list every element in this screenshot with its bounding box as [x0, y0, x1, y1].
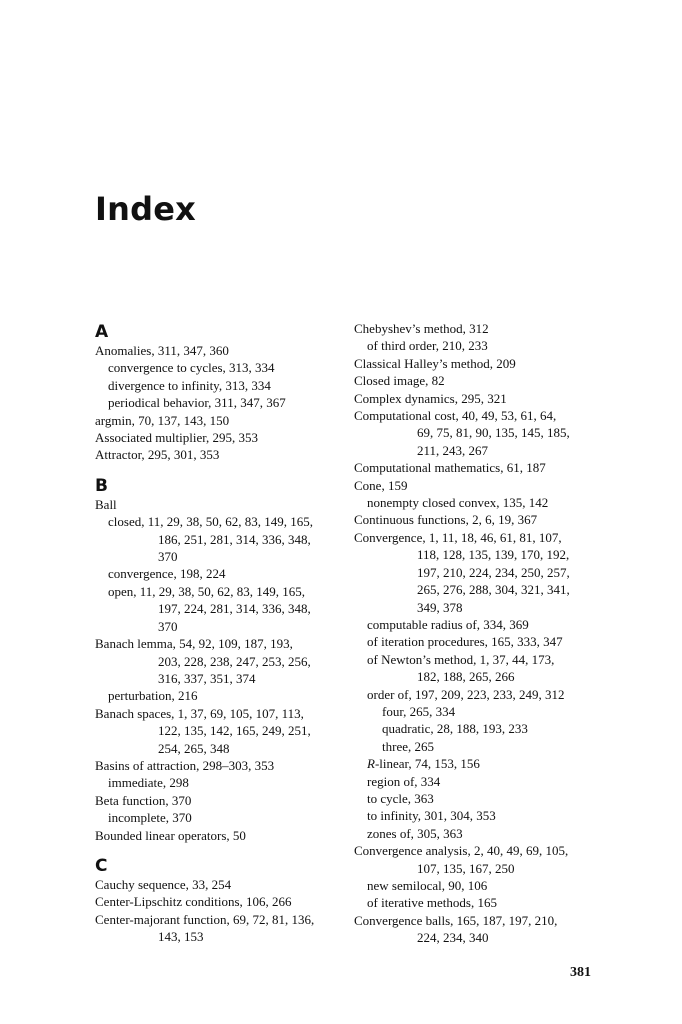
index-entry	[354, 355, 604, 372]
index-entry-text: Anomalies, 311, 347, 360	[95, 343, 229, 358]
index-entry-continuation: 197, 210, 224, 234, 250, 257,	[417, 564, 570, 580]
index-entry-text: Classical Halley’s method, 209	[354, 355, 516, 371]
index-subentry	[354, 894, 604, 911]
index-entry	[95, 792, 343, 809]
index-entry-continuation: 186, 251, 281, 314, 336, 348,	[158, 531, 311, 547]
index-entry-continuation: 254, 265, 348	[158, 740, 230, 756]
index-entry	[95, 893, 343, 910]
index-entry-continuation: 122, 135, 142, 165, 249, 251,	[158, 723, 311, 739]
page-title: Index	[95, 190, 196, 228]
index-entry	[354, 459, 604, 476]
index-subentry	[95, 565, 343, 582]
index-entry	[95, 876, 343, 893]
section-letter: C	[95, 855, 108, 876]
index-entry-text: Basins of attraction, 298–303, 353	[95, 757, 275, 773]
index-entry-text: Cone, 159	[354, 477, 408, 493]
index-subentry	[354, 773, 604, 790]
index-entry-continuation: 349, 378	[417, 599, 463, 615]
index-entry-text: Center-Lipschitz conditions, 106, 266	[95, 894, 292, 910]
index-entry-text: periodical behavior, 311, 347, 367	[108, 395, 286, 411]
index-entry-text: divergence to infinity, 313, 334	[108, 377, 271, 393]
index-entry-text: Banach lemma, 54, 92, 109, 187, 193,	[95, 636, 293, 652]
index-entry-text: Attractor, 295, 301, 353	[95, 447, 220, 463]
index-subentry	[354, 738, 604, 755]
index-subentry	[354, 825, 604, 842]
index-subentry	[354, 337, 604, 354]
index-entry-text: perturbation, 216	[108, 688, 198, 704]
index-subentry	[354, 494, 604, 511]
index-entry-text: Chebyshev’s method, 312	[354, 321, 489, 336]
index-entry	[95, 429, 343, 446]
index-entry-text: -linear, 74, 153, 156	[374, 756, 480, 772]
index-entry	[354, 529, 604, 616]
index-entry-text: order of, 197, 209, 223, 233, 249, 312	[367, 686, 565, 702]
index-entry	[95, 635, 343, 687]
index-entry-text: Bounded linear operators, 50	[95, 827, 246, 843]
index-column-left	[95, 320, 343, 946]
index-entry-text: Complex dynamics, 295, 321	[354, 390, 507, 406]
index-entry	[354, 320, 604, 337]
index-entry-text: three, 265	[382, 738, 434, 754]
index-entry-text: Associated multiplier, 295, 353	[95, 430, 259, 446]
index-subentry	[95, 359, 343, 376]
index-entry-continuation: 265, 276, 288, 304, 321, 341,	[417, 582, 570, 598]
page-number: 381	[570, 965, 591, 980]
index-entry-text: closed, 11, 29, 38, 50, 62, 83, 149, 165,	[108, 514, 313, 530]
index-entry-text: computable radius of, 334, 369	[367, 616, 529, 632]
index-subentry	[354, 686, 604, 703]
index-entry-continuation: 224, 234, 340	[417, 930, 489, 946]
index-entry-continuation: 118, 128, 135, 139, 170, 192,	[417, 547, 570, 563]
index-entry	[354, 477, 604, 494]
index-subentry	[354, 790, 604, 807]
index-subentry	[95, 394, 343, 411]
index-entry-text: Beta function, 370	[95, 792, 192, 808]
index-entry-text: Convergence balls, 165, 187, 197, 210,	[354, 912, 558, 928]
index-entry-text: new semilocal, 90, 106	[367, 878, 488, 893]
index-entry-text: of third order, 210, 233	[367, 338, 488, 354]
index-entry-continuation: 203, 228, 238, 247, 253, 256,	[158, 653, 311, 669]
index-entry-text: to cycle, 363	[367, 790, 434, 806]
index-entry-continuation: 182, 188, 265, 266	[417, 669, 515, 685]
index-entry-text: quadratic, 28, 188, 193, 233	[382, 721, 528, 737]
index-entry-text: of iteration procedures, 165, 333, 347	[367, 634, 563, 650]
index-entry	[354, 407, 604, 459]
index-entry-continuation: 107, 135, 167, 250	[417, 860, 515, 876]
section-letter: B	[95, 475, 108, 496]
index-entry-text: four, 265, 334	[382, 703, 456, 719]
index-entry-text: region of, 334	[367, 773, 441, 789]
index-entry	[354, 912, 604, 947]
index-entry-text: zones of, 305, 363	[367, 825, 463, 841]
index-subentry	[95, 774, 343, 791]
index-section	[95, 856, 343, 946]
index-entry-text: open, 11, 29, 38, 50, 62, 83, 149, 165,	[108, 583, 306, 599]
index-entry-text: immediate, 298	[108, 775, 189, 791]
index-entry-text: argmin, 70, 137, 143, 150	[95, 412, 230, 428]
index-entry-continuation: 370	[158, 549, 178, 565]
index-entry-continuation: 197, 224, 281, 314, 336, 348,	[158, 601, 311, 617]
index-entry	[95, 412, 343, 429]
index-entry	[354, 372, 604, 389]
section-letter: A	[95, 322, 109, 342]
index-entry-text: Cauchy sequence, 33, 254	[95, 876, 232, 892]
index-section	[95, 476, 343, 844]
index-entry	[95, 496, 343, 513]
index-entry	[95, 705, 343, 757]
index-subentry	[354, 877, 604, 894]
index-entry-text: Convergence analysis, 2, 40, 49, 69, 105,	[354, 843, 569, 859]
index-subentry	[354, 755, 604, 772]
index-entry-text: Convergence, 1, 11, 18, 46, 61, 81, 107,	[354, 529, 562, 545]
index-entry-text: of iterative methods, 165	[367, 895, 497, 911]
index-subentry	[354, 720, 604, 737]
index-subentry	[95, 583, 343, 635]
index-subentry	[95, 809, 343, 826]
index-entry-italic-prefix: R	[367, 756, 375, 772]
index-entry-continuation: 370	[158, 618, 178, 634]
index-section	[95, 322, 343, 464]
index-entry-text: nonempty closed convex, 135, 142	[367, 495, 549, 511]
index-entry	[95, 911, 343, 946]
index-subentry	[354, 616, 604, 633]
index-entry	[95, 827, 343, 844]
index-entry-text: Center-majorant function, 69, 72, 81, 136,	[95, 911, 315, 927]
index-subentry	[354, 703, 604, 720]
index-entry-continuation: 69, 75, 81, 90, 135, 145, 185,	[417, 425, 570, 441]
index-entry-continuation: 316, 337, 351, 374	[158, 670, 256, 686]
index-entry-text: to infinity, 301, 304, 353	[367, 808, 496, 824]
index-entry	[354, 390, 604, 407]
index-column-right	[354, 320, 604, 947]
index-entry-text: Closed image, 82	[354, 373, 445, 389]
index-subentry	[95, 687, 343, 704]
index-entry-text: convergence, 198, 224	[108, 566, 226, 582]
index-entry	[95, 342, 343, 359]
index-entry	[95, 446, 343, 463]
index-entry-continuation: 211, 243, 267	[417, 442, 489, 458]
index-subentry	[95, 377, 343, 394]
index-entry-text: Computational cost, 40, 49, 53, 61, 64,	[354, 408, 557, 424]
index-subentry	[354, 651, 604, 686]
index-subentry	[354, 807, 604, 824]
index-entry	[354, 511, 604, 528]
index-subentry	[354, 633, 604, 650]
index-entry-text: Continuous functions, 2, 6, 19, 367	[354, 512, 538, 528]
index-entry	[354, 842, 604, 877]
index-entry	[95, 757, 343, 774]
index-entry-text: incomplete, 370	[108, 810, 192, 826]
index-entry-text: Ball	[95, 496, 117, 512]
index-entry-text: convergence to cycles, 313, 334	[108, 360, 275, 376]
index-entry-text: Computational mathematics, 61, 187	[354, 460, 546, 476]
index-entry-continuation: 143, 153	[158, 929, 204, 945]
index-entry-text: of Newton’s method, 1, 37, 44, 173,	[367, 651, 555, 667]
index-subentry	[95, 513, 343, 565]
index-entry-text: Banach spaces, 1, 37, 69, 105, 107, 113,	[95, 705, 304, 721]
